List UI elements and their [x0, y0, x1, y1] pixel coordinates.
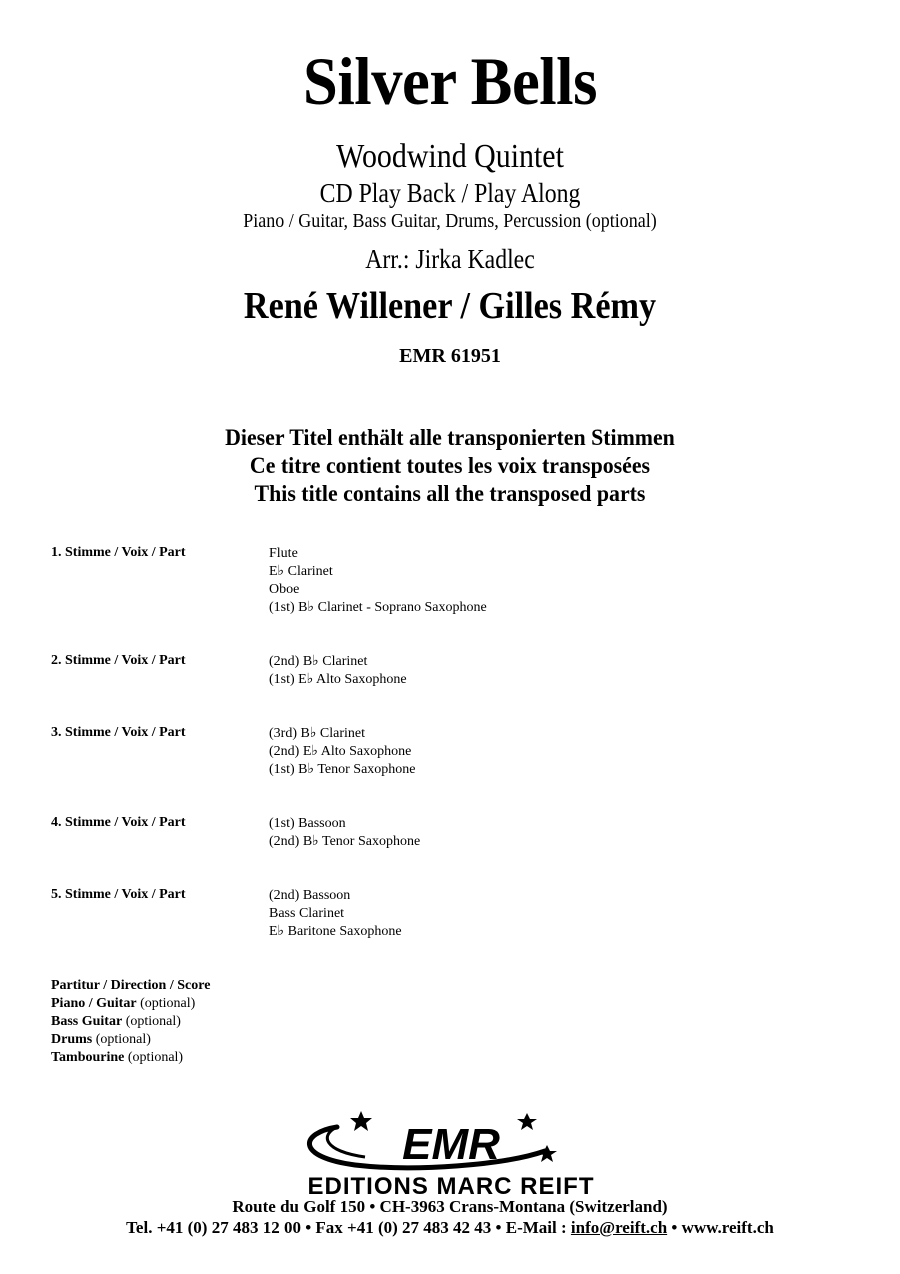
instrument-item: (2nd) B♭ Tenor Saxophone [269, 834, 421, 849]
instrument-item: Bass Clarinet [269, 906, 345, 921]
extra-part-item [51, 995, 210, 1013]
arranger: Arr.: Jirka Kadlec [365, 244, 535, 274]
instrument-item: (2nd) Bassoon [269, 888, 351, 903]
part-label: 1. Stimme / Voix / Part [51, 545, 186, 560]
subtitle: Woodwind Quintet [336, 138, 564, 175]
part-instrument-list [269, 545, 487, 617]
extra-part-item [51, 1031, 210, 1049]
extra-part-item [51, 977, 210, 995]
part-instrument-list [269, 725, 416, 779]
publisher-name: EDITIONS MARC REIFT [307, 1173, 595, 1197]
part-label: 2. Stimme / Voix / Part [51, 653, 186, 668]
instrument-item: (1st) E♭ Alto Saxophone [269, 672, 407, 687]
catalog-number: EMR 61951 [399, 345, 501, 367]
extra-part-name: Drums [51, 1032, 93, 1047]
transposition-note-en: This title contains all the transposed parts [254, 481, 646, 506]
instrumentation-line: Piano / Guitar, Bass Guitar, Drums, Percussion (optional) [243, 210, 657, 232]
extra-part-item [51, 1049, 210, 1067]
extra-part-note: (optional) [95, 1032, 151, 1047]
instrument-item: (3rd) B♭ Clarinet [269, 726, 366, 741]
transposition-note-de: Dieser Titel enthält alle transponierten Stimmen [225, 425, 675, 450]
instrument-item: (2nd) E♭ Alto Saxophone [269, 744, 412, 759]
part-instrument-list [269, 887, 402, 941]
instrument-item: (1st) B♭ Clarinet - Soprano Saxophone [269, 600, 487, 615]
logo-text: EMR [402, 1120, 500, 1169]
playback-line: CD Play Back / Play Along [319, 178, 581, 208]
composers: René Willener / Gilles Rémy [243, 285, 657, 327]
part-label: 5. Stimme / Voix / Part [51, 887, 186, 902]
instrument-item: Flute [269, 546, 298, 561]
publisher-address: Route du Golf 150 • CH-3963 Crans-Montana (Switzerland) [232, 1197, 668, 1216]
publisher-contact [0, 1218, 900, 1238]
instrument-item: E♭ Baritone Saxophone [269, 924, 402, 939]
extra-part-name: Piano / Guitar [51, 996, 137, 1011]
part-label: 4. Stimme / Voix / Part [51, 815, 186, 830]
extra-part-name: Tambourine [51, 1050, 125, 1065]
extra-part-name: Partitur / Direction / Score [51, 978, 211, 993]
part-instrument-list [269, 653, 407, 689]
email-link[interactable]: info@reift.ch [570, 1218, 668, 1237]
instrument-item: (1st) B♭ Tenor Saxophone [269, 762, 416, 777]
page-title: Silver Bells [303, 43, 597, 119]
extra-part-note: (optional) [125, 1014, 181, 1029]
part-label: 3. Stimme / Voix / Part [51, 725, 186, 740]
star-icon [350, 1111, 372, 1131]
emr-logo [245, 1105, 655, 1197]
extra-part-note: (optional) [127, 1050, 184, 1065]
instrument-item: Oboe [269, 582, 300, 597]
extra-part-name: Bass Guitar [51, 1014, 123, 1029]
instrument-item: (1st) Bassoon [269, 816, 346, 831]
extra-part-note: (optional) [140, 996, 196, 1011]
instrument-item: E♭ Clarinet [269, 564, 333, 579]
part-instrument-list [269, 815, 420, 851]
contact-phone-fax: Tel. +41 (0) 27 483 12 00 • Fax +41 (0) 27 483 42 43 • E-Mail : [126, 1218, 571, 1237]
transposition-note-fr: Ce titre contient toutes les voix transposées [249, 453, 651, 478]
extra-parts-list [51, 977, 210, 1067]
star-icon [517, 1113, 537, 1130]
extra-part-item [51, 1013, 210, 1031]
website-link[interactable]: • www.reift.ch [667, 1218, 774, 1237]
instrument-item: (2nd) B♭ Clarinet [269, 654, 368, 669]
